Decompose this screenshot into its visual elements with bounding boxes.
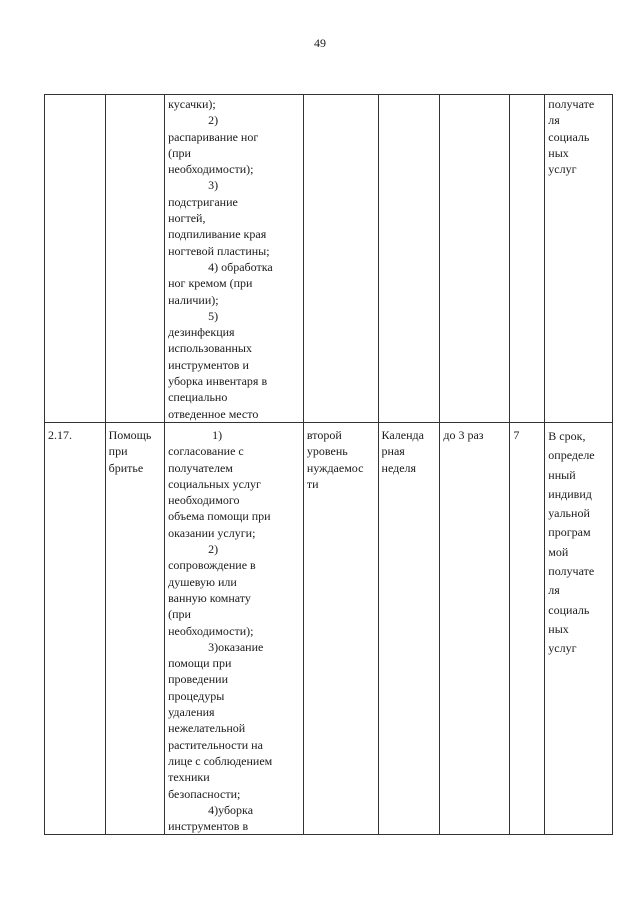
term-line: мой (548, 544, 569, 559)
period-line: неделя (381, 460, 417, 475)
content-line: 1) (212, 428, 223, 442)
term-line: ных (548, 145, 569, 160)
term-line: програм (548, 525, 591, 540)
content-line: ногтевой пластины; (168, 243, 270, 258)
content-line: уборка инвентаря в (168, 374, 268, 389)
page-number: 49 (314, 36, 326, 50)
content-line: 4)уборка (208, 802, 254, 817)
term-line: социаль (548, 602, 590, 617)
content-line: необходимого (168, 493, 240, 508)
term-line: В срок, (548, 429, 586, 443)
content-line: 3) (208, 178, 219, 193)
content-line: дезинфекция (168, 325, 235, 340)
need-level-line: нуждаемос (306, 460, 364, 475)
content-line: нежелательной (168, 721, 246, 736)
content-line: помощи при (168, 656, 232, 671)
content-line: безопасности; (168, 786, 241, 801)
row-number-cell (45, 95, 106, 423)
content-line: растительности на (168, 737, 263, 752)
content-line: получателем (168, 460, 233, 475)
content-line: специально (168, 390, 228, 405)
service-name-line: при (108, 444, 128, 459)
row-number-cell: 2.17. (45, 423, 106, 835)
term-line: ля (548, 113, 560, 128)
need-level-line: уровень (306, 444, 348, 459)
content-line: оказании услуги; (168, 525, 256, 540)
need-level-cell (303, 423, 378, 835)
count-cell (510, 95, 545, 423)
service-name-cell (105, 423, 164, 835)
content-line: 4) обработка (208, 259, 273, 274)
need-level-cell (303, 95, 378, 423)
content-line: подстригание (168, 194, 238, 209)
term-line: получате (548, 97, 595, 111)
content-line: ног кремом (при (168, 276, 253, 291)
table-row (45, 95, 613, 423)
term-line: социаль (548, 129, 590, 144)
content-line: согласование с (168, 444, 244, 459)
term-cell (545, 95, 613, 423)
period-line: рная (381, 444, 405, 459)
content-line: процедуры (168, 688, 225, 703)
content-line: душевую или (168, 574, 237, 589)
content-line: техники (168, 770, 210, 785)
term-line: получате (548, 564, 595, 579)
service-content-cell (165, 423, 304, 835)
content-line: ногтей, (168, 211, 206, 226)
services-table (44, 94, 613, 835)
term-line: нный (548, 467, 576, 482)
term-line: ля (548, 583, 560, 598)
need-level-line: ти (306, 476, 319, 491)
service-name-cell (105, 95, 164, 423)
term-line: услуг (548, 162, 577, 177)
service-content-cell (165, 95, 304, 423)
content-line: 2) (208, 542, 219, 557)
content-line: необходимости); (168, 623, 254, 638)
content-line: 3)оказание (208, 639, 264, 654)
content-line: удаления (168, 705, 215, 720)
frequency-cell (440, 95, 510, 423)
content-line: 5) (208, 308, 219, 323)
table-row (45, 423, 613, 835)
content-line: отведенное место (168, 406, 259, 421)
period-cell (378, 423, 440, 835)
content-line: проведении (168, 672, 228, 687)
period-line: Календа (381, 428, 424, 442)
service-name-line: бритье (108, 460, 144, 475)
content-line: (при (168, 145, 191, 160)
service-name-line: Помощь (108, 428, 152, 442)
content-line: объема помощи при (168, 509, 271, 524)
term-line: услуг (548, 641, 577, 656)
content-line: кусачки); (168, 97, 216, 111)
period-cell (378, 95, 440, 423)
content-line: (при (168, 607, 191, 622)
content-line: сопровождение в (168, 558, 256, 573)
term-line: определе (548, 448, 595, 463)
content-line: 2) (208, 113, 219, 128)
content-line: подпиливание края (168, 227, 267, 242)
content-line: необходимости); (168, 162, 254, 177)
need-level-line: второй (306, 428, 342, 442)
content-line: инструментов в (168, 819, 249, 834)
content-line: наличии); (168, 292, 219, 307)
content-line: социальных услуг (168, 476, 261, 491)
term-line: уальной (548, 506, 590, 521)
content-line: распаривание ног (168, 129, 259, 144)
count-cell: 7 (510, 423, 545, 835)
content-line: ванную комнату (168, 590, 251, 605)
content-line: инструментов и (168, 357, 249, 372)
term-line: индивид (548, 486, 592, 501)
term-line: ных (548, 621, 569, 636)
term-cell (545, 423, 613, 835)
content-line: использованных (168, 341, 252, 356)
frequency-cell: до 3 раз (440, 423, 510, 835)
content-line: лице с соблюдением (168, 753, 273, 768)
